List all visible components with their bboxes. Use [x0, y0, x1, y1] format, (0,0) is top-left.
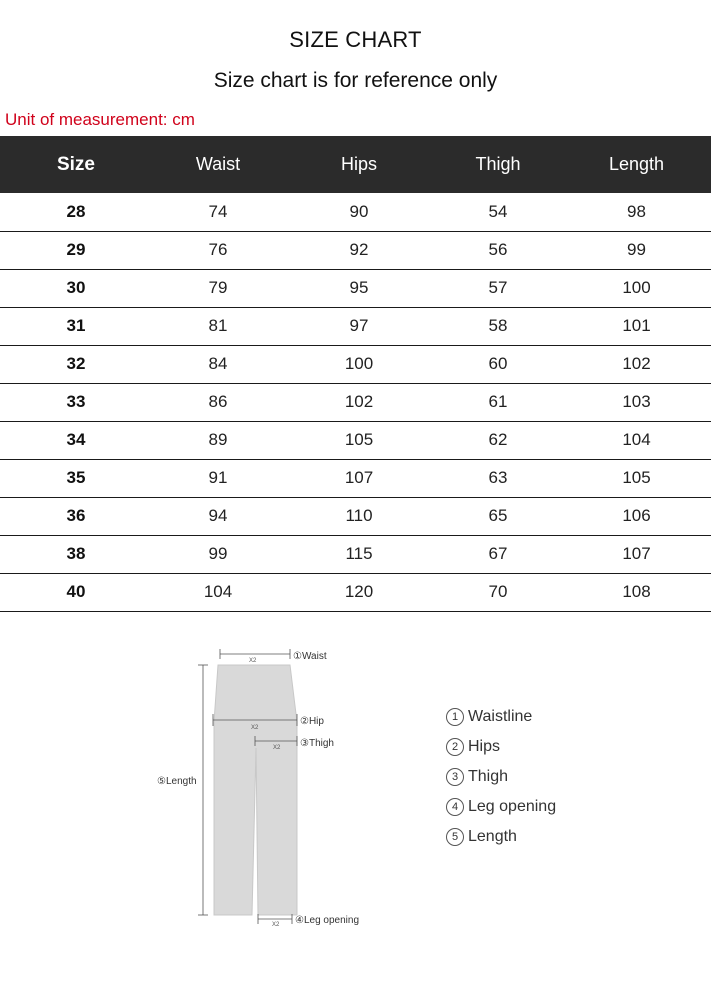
waist-cell: 74 [152, 193, 284, 231]
waist-cell: 76 [152, 231, 284, 269]
thigh-cell: 56 [434, 231, 562, 269]
thigh-cell: 62 [434, 421, 562, 459]
legend-label: Length [468, 828, 517, 845]
legend-item [446, 822, 556, 852]
table-row [0, 345, 711, 383]
pants-silhouette [214, 665, 297, 915]
legend-number: 3 [446, 768, 464, 786]
length-cell: 107 [562, 535, 711, 573]
table-row [0, 459, 711, 497]
size-cell: 36 [0, 497, 152, 535]
hips-cell: 115 [284, 535, 434, 573]
thigh-cell: 61 [434, 383, 562, 421]
table-row [0, 421, 711, 459]
legend-item [446, 792, 556, 822]
hips-cell: 90 [284, 193, 434, 231]
table-row [0, 535, 711, 573]
thigh-cell: 60 [434, 345, 562, 383]
size-cell: 28 [0, 193, 152, 231]
hips-cell: 120 [284, 573, 434, 611]
legend-item [446, 732, 556, 762]
length-cell: 98 [562, 193, 711, 231]
size-cell: 38 [0, 535, 152, 573]
leg-opening-label: ④Leg opening [295, 915, 360, 926]
table-header-row [0, 136, 711, 193]
hips-cell: 97 [284, 307, 434, 345]
length-cell: 102 [562, 345, 711, 383]
legend-number: 5 [446, 828, 464, 846]
waist-cell: 94 [152, 497, 284, 535]
hips-cell: 102 [284, 383, 434, 421]
table-row [0, 497, 711, 535]
leg-opening-x2-label: X2 [272, 922, 280, 928]
size-cell: 35 [0, 459, 152, 497]
measurement-legend [446, 702, 556, 852]
table-row [0, 193, 711, 231]
table-row [0, 231, 711, 269]
waist-cell: 86 [152, 383, 284, 421]
legend-number: 1 [446, 708, 464, 726]
waist-cell: 79 [152, 269, 284, 307]
size-cell: 32 [0, 345, 152, 383]
thigh-cell: 63 [434, 459, 562, 497]
table-row [0, 269, 711, 307]
legend-number: 2 [446, 738, 464, 756]
legend-label: Hips [468, 738, 501, 755]
thigh-cell: 67 [434, 535, 562, 573]
thigh-label: ③Thigh [300, 738, 334, 749]
thigh-cell: 70 [434, 573, 562, 611]
length-label: ⑤Length [157, 776, 197, 787]
thigh-cell: 54 [434, 193, 562, 231]
waist-cell: 89 [152, 421, 284, 459]
size-cell: 31 [0, 307, 152, 345]
size-cell: 33 [0, 383, 152, 421]
hips-cell: 105 [284, 421, 434, 459]
waist-cell: 81 [152, 307, 284, 345]
size-cell: 34 [0, 421, 152, 459]
thigh-cell: 58 [434, 307, 562, 345]
table-row [0, 383, 711, 421]
page-title: SIZE CHART [289, 27, 422, 52]
table-row [0, 307, 711, 345]
hips-cell: 92 [284, 231, 434, 269]
length-cell: 106 [562, 497, 711, 535]
pants-measurement-diagram [0, 630, 711, 950]
unit-note: Unit of measurement: cm [5, 110, 195, 129]
length-cell: 101 [562, 307, 711, 345]
waist-cell: 99 [152, 535, 284, 573]
thigh-x2-label: X2 [273, 745, 281, 751]
length-cell: 104 [562, 421, 711, 459]
size-table [0, 136, 711, 612]
length-cell: 99 [562, 231, 711, 269]
length-cell: 108 [562, 573, 711, 611]
waist-cell: 104 [152, 573, 284, 611]
table-body [0, 193, 711, 611]
legend-label: Waistline [468, 708, 533, 725]
size-cell: 30 [0, 269, 152, 307]
size-cell: 40 [0, 573, 152, 611]
hip-x2-label: X2 [251, 725, 259, 731]
length-cell: 100 [562, 269, 711, 307]
legend-item [446, 702, 556, 732]
hips-cell: 100 [284, 345, 434, 383]
hip-label: ②Hip [300, 716, 324, 727]
column-header-length: Length [608, 154, 665, 174]
waist-label: ①Waist [293, 651, 327, 662]
column-header-waist: Waist [195, 154, 241, 174]
table-row [0, 573, 711, 611]
thigh-cell: 57 [434, 269, 562, 307]
page-subtitle: Size chart is for reference only [213, 69, 498, 92]
column-header-thigh: Thigh [475, 154, 521, 174]
length-cell: 103 [562, 383, 711, 421]
waist-x2-label: X2 [249, 658, 257, 664]
legend-number: 4 [446, 798, 464, 816]
hips-cell: 110 [284, 497, 434, 535]
column-header-size: Size [56, 153, 96, 175]
hips-cell: 95 [284, 269, 434, 307]
length-cell: 105 [562, 459, 711, 497]
size-cell: 29 [0, 231, 152, 269]
legend-label: Thigh [468, 768, 509, 785]
waist-cell: 91 [152, 459, 284, 497]
waist-cell: 84 [152, 345, 284, 383]
column-header-hips: Hips [340, 154, 377, 174]
hips-cell: 107 [284, 459, 434, 497]
legend-item [446, 762, 556, 792]
legend-label: Leg opening [468, 798, 557, 815]
thigh-cell: 65 [434, 497, 562, 535]
